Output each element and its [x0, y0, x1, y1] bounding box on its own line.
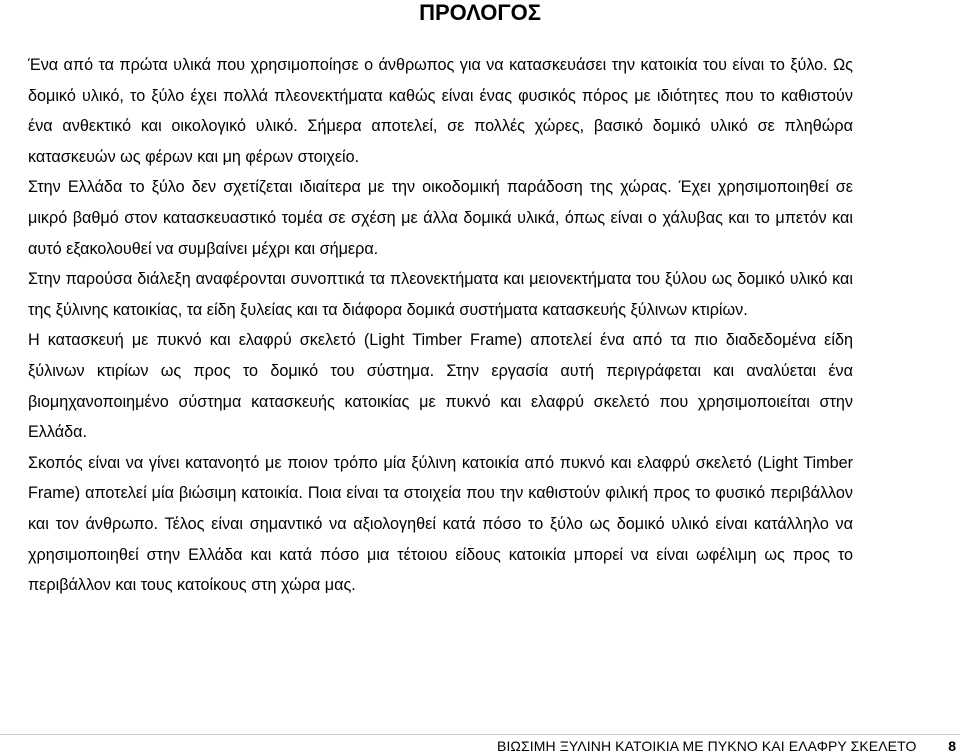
page-number: 8	[948, 738, 956, 754]
document-body	[28, 50, 853, 601]
footer-title: ΒΙΩΣΙΜΗ ΞΥΛΙΝΗ ΚΑΤΟΙΚΙΑ ΜΕ ΠΥΚΝΟ ΚΑΙ ΕΛΑΦΡΥ ΣΚΕΛΕΤΟ	[497, 738, 917, 754]
page-title: ΠΡΟΛΟΓΟΣ	[419, 0, 541, 25]
paragraph-lecture-scope: Στην παρούσα διάλεξη αναφέρονται συνοπτικά τα πλεονεκτήματα και μειονεκτήματα του ξύλου ως δομικό υλικό και της ξύλινης κατοικίας, τα είδη ξυλείας και τα διάφορα δομικά συστήματα κατασκευής ξύλινων κτιρίων.	[28, 270, 853, 319]
page-footer	[0, 734, 960, 755]
paragraph-objective: Σκοπός είναι να γίνει κατανοητό με ποιον τρόπο μία ξύλινη κατοικία από πυκνό και ελαφρύ σκελετό (Light Timber Frame) αποτελεί μία βιώσιμη κατοικία. Ποια είναι τα στοιχεία που την καθιστούν φιλική προς το φυσικό περιβάλλον και τον άνθρωπο. Τέλος είναι σημαντικό να αξιολογηθεί κατά πόσο το ξύλο ως δομικό υλικό είναι κατάλληλο να χρησιμοποιηθεί στην Ελλάδα και κατά πόσο μια τέτοιου είδους κατοικία μπορεί να είναι ωφέλιμη ως προς το περιβάλλον και τους κατοίκους στη χώρα μας.	[28, 453, 853, 595]
paragraph-light-timber-frame: Η κατασκευή με πυκνό και ελαφρύ σκελετό (Light Timber Frame) αποτελεί ένα από τα πιο διαδεδομένα είδη ξύλινων κτιρίων ως προς το δομικό του σύστημα. Στην εργασία αυτή περιγράφεται και αναλύεται ένα βιομηχανοποιημένο σύστημα κατασκευής κατοικίας με πυκνό και ελαφρύ σκελετό που χρησιμοποιείται στην Ελλάδα.	[28, 331, 853, 442]
paragraph-greece-context: Στην Ελλάδα το ξύλο δεν σχετίζεται ιδιαίτερα με την οικοδομική παράδοση της χώρας. Έχει χρησιμοποιηθεί σε μικρό βαθμό στον κατασκευαστικό τομέα σε σχέση με άλλα δομικά υλικά, όπως είναι ο χάλυβας και το μπετόν και αυτό εξακολουθεί να συμβαίνει μέχρι και σήμερα.	[28, 178, 853, 258]
paragraph-intro: Ένα από τα πρώτα υλικά που χρησιμοποίησε ο άνθρωπος για να κατασκευάσει την κατοικία του είναι το ξύλο. Ως δομικό υλικό, το ξύλο έχει πολλά πλεονεκτήματα καθώς είναι ένας φυσικός πόρος με ιδιότητες που το καθιστούν ένα ανθεκτικό και οικολογικό υλικό. Σήμερα αποτελεί, σε πολλές χώρες, βασικό δομικό υλικό σε πληθώρα κατασκευών ως φέρων και μη φέρων στοιχείο.	[28, 56, 853, 166]
footer-divider	[0, 734, 960, 735]
